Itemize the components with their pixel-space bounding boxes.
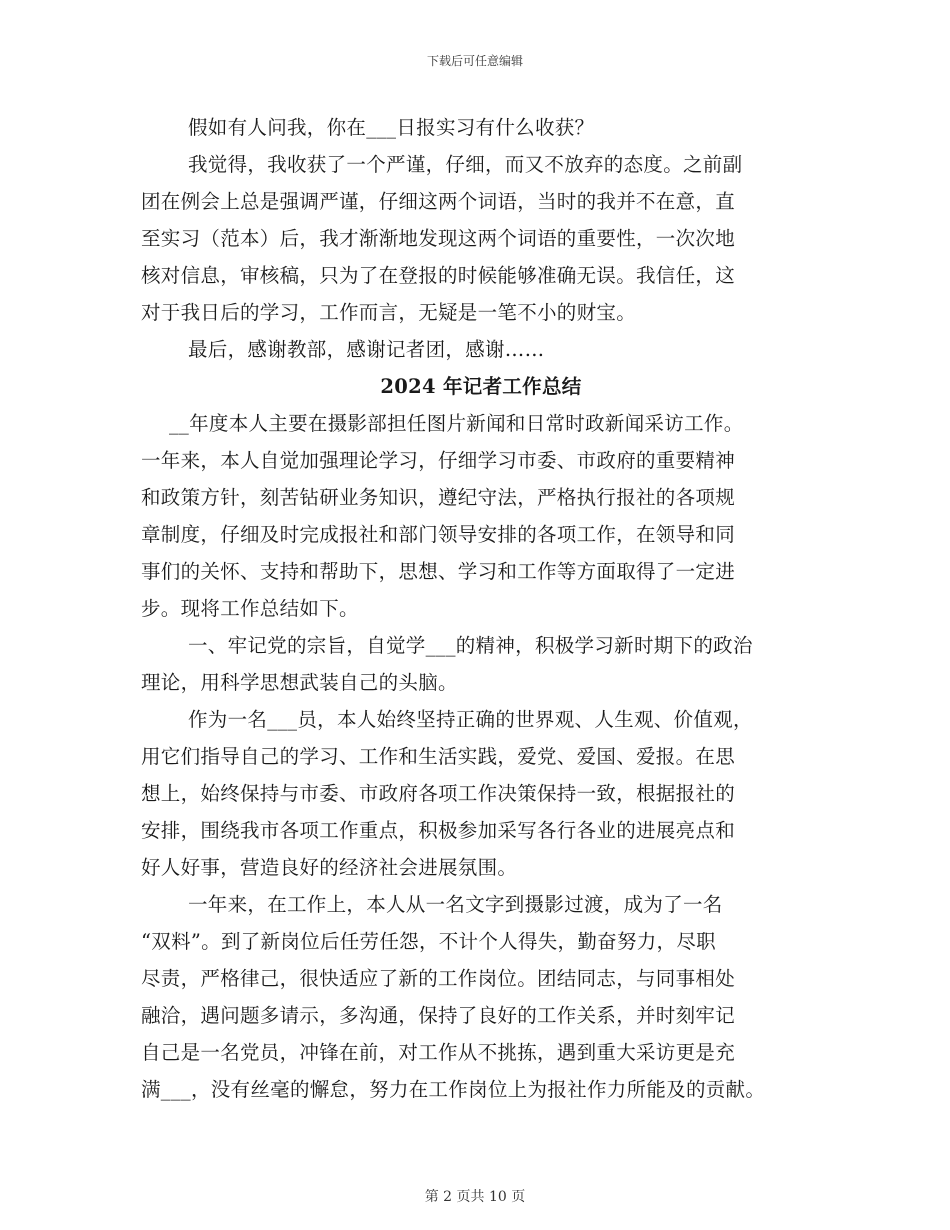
paragraph-line: 步。现将工作总结如下。 xyxy=(141,597,359,620)
paragraph-line: 尽责，严格律己，很快适应了新的工作岗位。团结同志，与同事相处 xyxy=(141,967,736,990)
paragraph-line: 融洽，遇问题多请示，多沟通，保持了良好的工作关系，并时刻牢记 xyxy=(141,1004,736,1027)
page-footer: 第 2 页共 10 页 xyxy=(424,1189,526,1205)
section-title: 2024 年记者工作总结 xyxy=(380,375,582,398)
paragraph-line: 一年来，本人自觉加强理论学习，仔细学习市委、市政府的重要精神 xyxy=(141,449,736,472)
paragraph-line: 满___，没有丝毫的懈怠，努力在工作岗位上为报社作力所能及的贡献。 xyxy=(141,1078,766,1101)
paragraph-line: 自己是一名党员，冲锋在前，对工作从不挑拣，遇到重大采访更是充 xyxy=(141,1041,736,1064)
paragraph-line: 章制度，仔细及时完成报社和部门领导安排的各项工作，在领导和同 xyxy=(141,523,736,546)
paragraph-line: __年度本人主要在摄影部担任图片新闻和日常时政新闻采访工作。 xyxy=(169,412,744,435)
page-header: 下载后可任意编辑 xyxy=(426,54,523,68)
paragraph-line: 安排，围绕我市各项工作重点，积极参加采写各行各业的进展亮点和 xyxy=(141,819,736,842)
paragraph-line: 事们的关怀、支持和帮助下，思想、学习和工作等方面取得了一定进 xyxy=(141,560,736,583)
paragraph-line: 作为一名___员，本人始终坚持正确的世界观、人生观、价值观， xyxy=(188,708,753,731)
paragraph-line: 理论，用科学思想武装自己的头脑。 xyxy=(141,671,458,694)
paragraph-line: 核对信息，审核稿，只为了在登报的时候能够准确无误。我信任，这 xyxy=(141,264,736,287)
paragraph-line: 好人好事，营造良好的经济社会进展氛围。 xyxy=(141,856,518,879)
paragraph-line: “双料”。到了新岗位后任劳任怨，不计个人得失，勤奋努力，尽职 xyxy=(141,930,716,953)
paragraph-line: 我觉得，我收获了一个严谨，仔细，而又不放弃的态度。之前副 xyxy=(188,153,743,176)
paragraph-line: 假如有人问我，你在___日报实习有什么收获？ xyxy=(188,116,595,139)
paragraph-line: 用它们指导自己的学习、工作和生活实践，爱党、爱国、爱报。在思 xyxy=(141,745,736,768)
paragraph-line: 团在例会上总是强调严谨，仔细这两个词语，当时的我并不在意，直 xyxy=(141,190,736,213)
paragraph-line: 一、牢记党的宗旨，自觉学___的精神，积极学习新时期下的政治 xyxy=(188,634,753,657)
paragraph-line: 一年来，在工作上，本人从一名文字到摄影过渡，成为了一名 xyxy=(188,893,723,916)
paragraph-line: 想上，始终保持与市委、市政府各项工作决策保持一致，根据报社的 xyxy=(141,782,736,805)
document-body xyxy=(141,109,821,1108)
paragraph-line: 至实习（范本）后，我才渐渐地发现这两个词语的重要性，一次次地 xyxy=(141,227,736,250)
paragraph-line: 最后，感谢教部，感谢记者团，感谢…… xyxy=(188,338,545,361)
paragraph-line: 和政策方针，刻苦钻研业务知识，遵纪守法，严格执行报社的各项规 xyxy=(141,486,736,509)
paragraph-line: 对于我日后的学习，工作而言，无疑是一笔不小的财宝。 xyxy=(141,301,637,324)
